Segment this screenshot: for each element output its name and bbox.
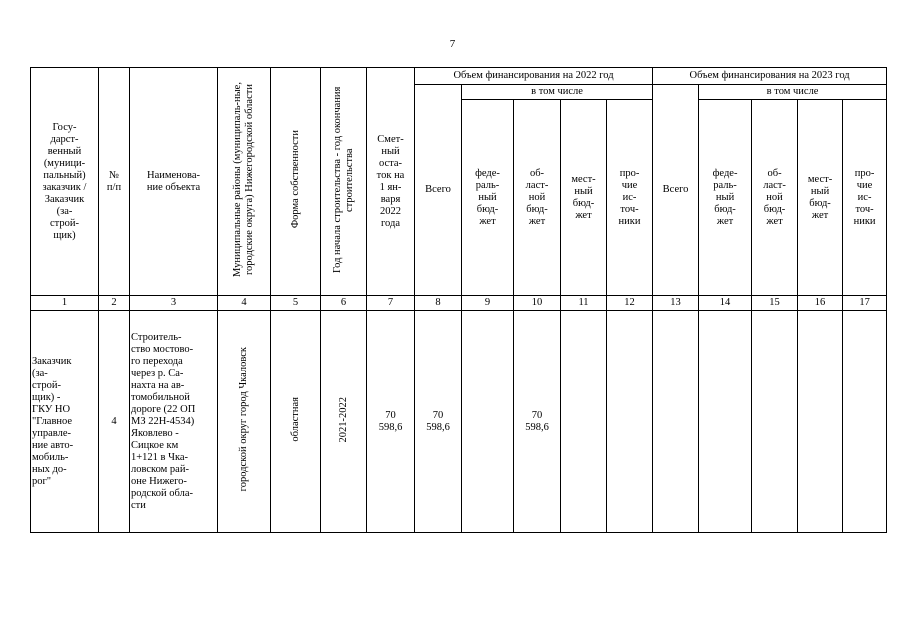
header-other-2022: про- чие ис- точ- ники	[607, 100, 653, 296]
row-object-name: Строитель- ство мостово- го перехода через р. Са- нахта на ав- томобильной дороге (22 ОП МЗ 22Н-4534) Яковлево - Сицкое км 1+121 в Чка- ловском рай- оне Нижего- родской обла- сти	[130, 311, 218, 533]
row-district: городской округ город Чкаловск	[238, 347, 249, 492]
row-local-2022	[561, 311, 607, 533]
column-number: 9	[462, 296, 514, 311]
header-ownership-cell	[271, 68, 321, 296]
row-total-2022: 70 598,6	[415, 311, 462, 533]
column-number: 4	[218, 296, 271, 311]
column-number: 6	[321, 296, 367, 311]
column-number: 17	[843, 296, 887, 311]
row-ownership: областная	[289, 397, 301, 442]
column-number: 3	[130, 296, 218, 311]
header-total-2023: Всего	[653, 85, 699, 296]
header-district: Муниципальные районы (муниципаль-ные, городские округа) Нижегородской области	[232, 82, 255, 277]
header-regional-2022: об- ласт- ной бюд- жет	[514, 100, 561, 296]
header-years: Год начала строительства - год окончания строительства	[331, 86, 355, 273]
row-regional-2022: 70 598,6	[514, 311, 561, 533]
header-fin-2023: Объем финансирования на 2023 год	[653, 68, 887, 85]
row-regional-2023	[752, 311, 798, 533]
header-fin-2022: Объем финансирования на 2022 год	[415, 68, 653, 85]
row-customer: Заказчик (за- строй- щик) - ГКУ НО "Главное управле- ние авто- мобиль- ных до- рог"	[31, 311, 99, 533]
header-federal-2022: феде- раль- ный бюд- жет	[462, 100, 514, 296]
page-number: 7	[449, 38, 456, 50]
column-number: 8	[415, 296, 462, 311]
column-number: 16	[798, 296, 843, 311]
row-number: 4	[99, 311, 130, 533]
row-federal-2022	[462, 311, 514, 533]
row-local-2023	[798, 311, 843, 533]
column-number: 15	[752, 296, 798, 311]
header-customer: Госу- дарст- венный (муници- пальный) заказчик / Заказчик (за- строй- щик)	[31, 68, 99, 296]
row-estimate-remainder: 70 598,6	[367, 311, 415, 533]
header-local-2022: мест- ный бюд- жет	[561, 100, 607, 296]
table-row	[31, 311, 887, 533]
column-number: 2	[99, 296, 130, 311]
row-federal-2023	[699, 311, 752, 533]
header-regional-2023: об- ласт- ной бюд- жет	[752, 100, 798, 296]
row-other-2023	[843, 311, 887, 533]
header-number: № п/п	[99, 68, 130, 296]
header-estimate: Смет- ный оста- ток на 1 ян- варя 2022 года	[367, 68, 415, 296]
header-ownership: Форма собственности	[289, 130, 301, 229]
row-years: 2021-2022	[337, 396, 349, 443]
header-district-cell	[218, 68, 271, 296]
header-federal-2023: феде- раль- ный бюд- жет	[699, 100, 752, 296]
header-incl-2023: в том числе	[699, 85, 887, 100]
header-object-name: Наименова- ние объекта	[130, 68, 218, 296]
row-ownership-cell	[271, 311, 321, 533]
header-years-cell	[321, 68, 367, 296]
column-number: 12	[607, 296, 653, 311]
row-district-cell	[218, 311, 271, 533]
row-years-cell	[321, 311, 367, 533]
row-total-2023	[653, 311, 699, 533]
financing-table	[30, 67, 887, 533]
column-number: 13	[653, 296, 699, 311]
column-number: 7	[367, 296, 415, 311]
header-incl-2022: в том числе	[462, 85, 653, 100]
header-local-2023: мест- ный бюд- жет	[798, 100, 843, 296]
column-number: 5	[271, 296, 321, 311]
column-number: 14	[699, 296, 752, 311]
header-other-2023: про- чие ис- точ- ники	[843, 100, 887, 296]
row-other-2022	[607, 311, 653, 533]
column-numbers-row	[31, 296, 887, 311]
header-total-2022: Всего	[415, 85, 462, 296]
column-number: 10	[514, 296, 561, 311]
column-number: 1	[31, 296, 99, 311]
column-number: 11	[561, 296, 607, 311]
